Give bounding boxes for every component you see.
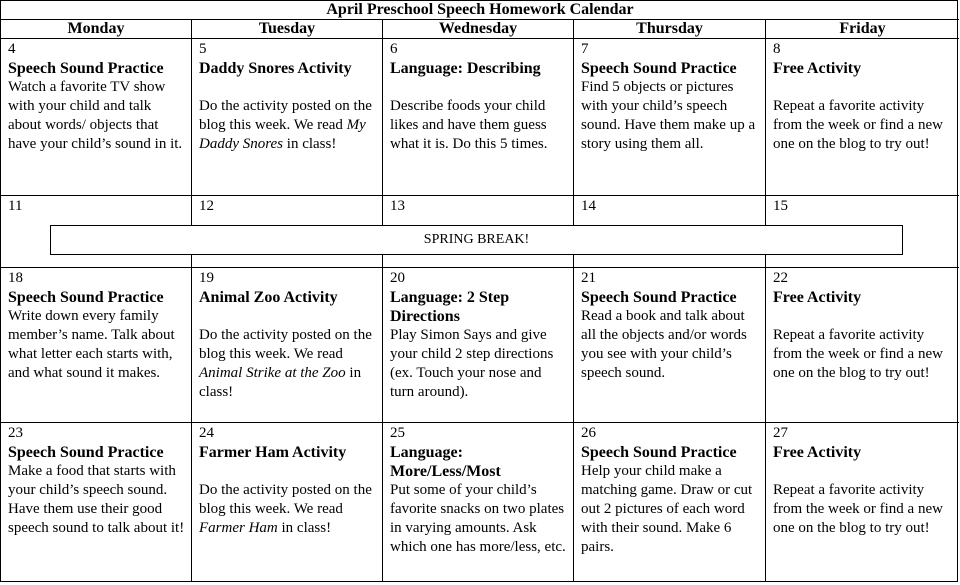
- day-number: 11: [8, 198, 23, 214]
- activity-title: Farmer Ham Activity: [199, 444, 347, 461]
- header-monday: Monday: [1, 20, 192, 39]
- day-cell: [766, 268, 959, 423]
- day-cell: [192, 423, 383, 581]
- activity-title: Language: More/Less/Most: [390, 444, 501, 480]
- day-cell: [766, 39, 959, 196]
- activity-description: Read a book and talk about all the objects and/or words you see with your child’s speech sound.: [581, 308, 747, 381]
- activity-description: Repeat a favorite activity from the week or find a new one on the blog to try out!: [773, 98, 943, 152]
- day-cell: [766, 423, 959, 581]
- day-number: 20: [390, 270, 405, 286]
- header-friday: Friday: [766, 20, 959, 39]
- day-number: 27: [773, 425, 788, 441]
- activity-title: Speech Sound Practice: [581, 289, 737, 306]
- day-cell: [383, 39, 574, 196]
- activity-description: Repeat a favorite activity from the week or find a new one on the blog to try out!: [773, 327, 943, 381]
- day-cell: [574, 423, 766, 581]
- day-number: 18: [8, 270, 23, 286]
- day-number: 6: [390, 41, 398, 57]
- activity-title: Speech Sound Practice: [581, 444, 737, 461]
- activity-description: Find 5 objects or pictures with your child’s speech sound. Have them make up a story using them all.: [581, 79, 756, 152]
- activity-description: Do the activity posted on the blog this week. We read Animal Strike at the Zoo in class!: [199, 327, 372, 400]
- day-number: 15: [773, 198, 788, 214]
- activity-description: Do the activity posted on the blog this week. We read Farmer Ham in class!: [199, 482, 372, 536]
- activity-description: Make a food that starts with your child’s speech sound. Have them use their good speech sound to talk about it!: [8, 463, 185, 536]
- day-number: 23: [8, 425, 23, 441]
- activity-description: Repeat a favorite activity from the week or find a new one on the blog to try out!: [773, 482, 943, 536]
- day-number: 26: [581, 425, 596, 441]
- header-thursday: Thursday: [574, 20, 766, 39]
- day-number: 5: [199, 41, 207, 57]
- activity-title: Speech Sound Practice: [581, 60, 737, 77]
- day-number: 25: [390, 425, 405, 441]
- activity-title: Free Activity: [773, 60, 862, 77]
- activity-description: Put some of your child’s favorite snacks on two plates in varying amounts. Ask which one has more/less, etc.: [390, 482, 566, 555]
- activity-description: Play Simon Says and give your child 2 step directions (ex. Touch your nose and turn around).: [390, 327, 554, 400]
- day-cell: [574, 39, 766, 196]
- day-number: 22: [773, 270, 788, 286]
- day-number: 8: [773, 41, 781, 57]
- day-cell: [192, 268, 383, 423]
- activity-description: Describe foods your child likes and have them guess what it is. Do this 5 times.: [390, 98, 548, 152]
- day-number: 13: [390, 198, 405, 214]
- header-tuesday: Tuesday: [192, 20, 383, 39]
- day-number: 24: [199, 425, 214, 441]
- day-cell: [383, 423, 574, 581]
- activity-title: Daddy Snores Activity: [199, 60, 352, 77]
- day-number: 14: [581, 198, 596, 214]
- activity-title: Language: 2 Step Directions: [390, 289, 510, 325]
- day-number: 4: [8, 41, 16, 57]
- activity-title: Animal Zoo Activity: [199, 289, 338, 306]
- day-cell: [1, 423, 192, 581]
- activity-description: Write down every family member’s name. Talk about what letter each starts with, and what sound it makes.: [8, 308, 175, 381]
- activity-title: Speech Sound Practice: [8, 444, 164, 461]
- day-number: 19: [199, 270, 214, 286]
- activity-title: Free Activity: [773, 289, 862, 306]
- day-cell: [192, 39, 383, 196]
- day-cell: [1, 39, 192, 196]
- activity-title: Free Activity: [773, 444, 862, 461]
- day-cell: [383, 268, 574, 423]
- activity-description: Do the activity posted on the blog this week. We read My Daddy Snores in class!: [199, 98, 372, 152]
- day-number: 21: [581, 270, 596, 286]
- activity-title: Speech Sound Practice: [8, 60, 164, 77]
- activity-description: Watch a favorite TV show with your child and talk about words/ objects that have your child’s sound in it.: [8, 79, 183, 152]
- day-cell: [1, 268, 192, 423]
- activity-description: Help your child make a matching game. Draw or cut out 2 pictures of each word with their sound. Make 6 pairs.: [581, 463, 753, 555]
- activity-title: Speech Sound Practice: [8, 289, 164, 306]
- header-wednesday: Wednesday: [383, 20, 574, 39]
- day-number: 12: [199, 198, 214, 214]
- day-cell: [574, 268, 766, 423]
- book-title: Farmer Ham: [199, 520, 278, 536]
- book-title: Animal Strike at the Zoo: [199, 365, 346, 381]
- activity-title: Language: Describing: [390, 60, 541, 77]
- book-title: My Daddy Snores: [199, 117, 366, 152]
- spring-break-banner: SPRING BREAK!: [50, 225, 903, 255]
- calendar-title: April Preschool Speech Homework Calendar: [1, 1, 959, 20]
- day-number: 7: [581, 41, 589, 57]
